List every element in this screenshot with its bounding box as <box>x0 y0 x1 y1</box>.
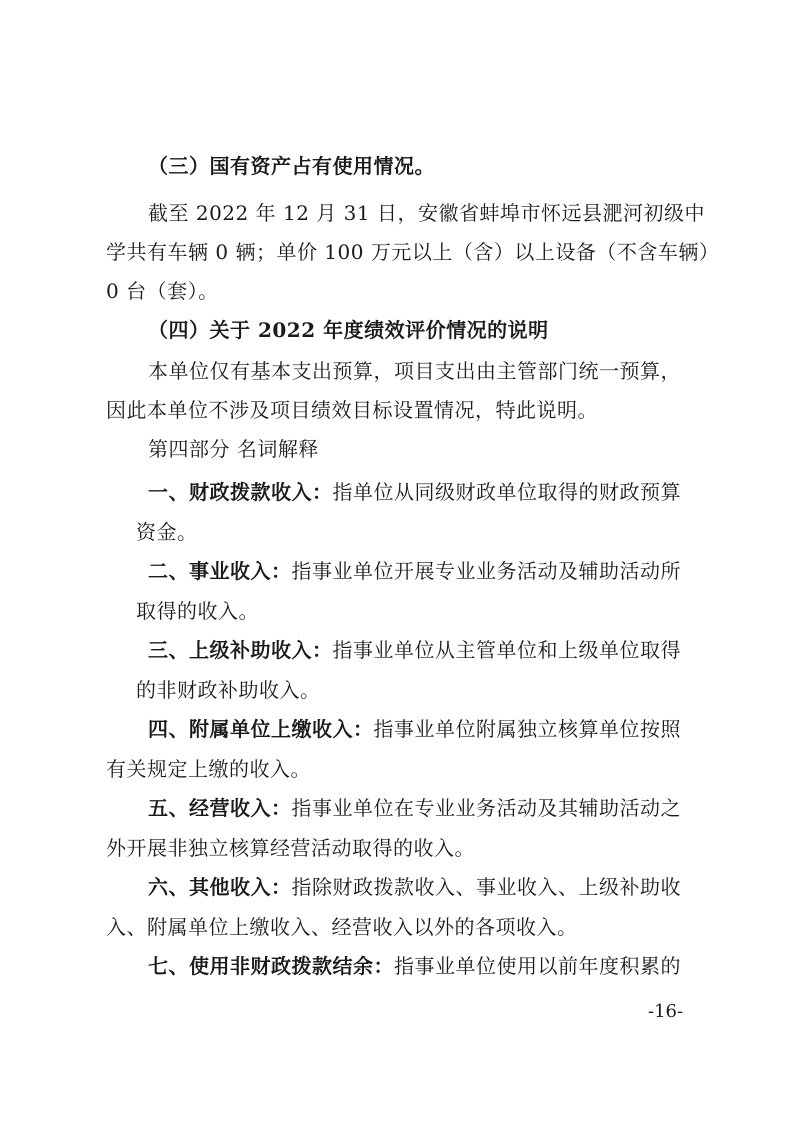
term-3-line-2: 的非财政补助收入。 <box>136 678 321 702</box>
section-3-line-1: 截至 2022 年 12 月 31 日，安徽省蚌埠市怀远县淝河初级中 <box>148 201 705 225</box>
term-5-label: 五、经营收入： <box>148 796 292 820</box>
page-number: -16- <box>648 1001 684 1022</box>
section-3-line-2: 学共有车辆 0 辆；单价 100 万元以上（含）以上设备（不含车辆） <box>106 240 720 264</box>
section-3-line-3: 0 台（套）。 <box>106 279 219 303</box>
term-6-definition: 指除财政拨款收入、事业收入、上级补助收 <box>291 875 681 899</box>
part-4-title: 第四部分 名词解释 <box>148 437 319 461</box>
term-6-label: 六、其他收入： <box>148 875 292 899</box>
term-1-definition: 指单位从同级财政单位取得的财政预算 <box>332 480 681 504</box>
term-3-line-1 <box>148 636 681 664</box>
term-4-label: 四、附属单位上缴收入： <box>148 717 374 741</box>
term-4-definition: 指事业单位附属独立核算单位按照 <box>373 717 681 741</box>
term-3-definition: 指事业单位从主管单位和上级单位取得 <box>332 638 681 662</box>
section-3-heading: （三）国有资产占有使用情况。 <box>148 154 435 178</box>
term-7-label: 七、使用非财政拨款结余： <box>148 954 394 978</box>
term-5-line-1 <box>148 794 681 822</box>
term-2-line-1 <box>148 557 681 585</box>
term-2-line-2: 取得的收入。 <box>136 599 259 623</box>
term-7-line-1 <box>148 952 681 980</box>
term-1-line-2: 资金。 <box>136 520 198 544</box>
term-5-definition: 指事业单位在专业业务活动及其辅助活动之 <box>291 796 681 820</box>
term-6-line-2: 入、附属单位上缴收入、经营收入以外的各项收入。 <box>106 915 578 939</box>
term-6-line-1 <box>148 873 681 901</box>
section-4-line-2: 因此本单位不涉及项目绩效目标设置情况，特此说明。 <box>106 398 598 422</box>
term-1-label: 一、财政拨款收入： <box>148 480 333 504</box>
term-1-line-1 <box>148 478 681 506</box>
term-4-line-1 <box>148 715 681 743</box>
section-4-heading: （四）关于 2022 年度绩效评价情况的说明 <box>148 318 549 342</box>
term-3-label: 三、上级补助收入： <box>148 638 333 662</box>
term-7-definition: 指事业单位使用以前年度积累的 <box>394 954 681 978</box>
section-4-line-1: 本单位仅有基本支出预算，项目支出由主管部门统一预算， <box>148 359 681 383</box>
term-5-line-2: 外开展非独立核算经营活动取得的收入。 <box>106 836 475 860</box>
term-2-label: 二、事业收入： <box>148 559 292 583</box>
term-4-line-2: 有关规定上缴的收入。 <box>106 757 311 781</box>
term-2-definition: 指事业单位开展专业业务活动及辅助活动所 <box>291 559 681 583</box>
